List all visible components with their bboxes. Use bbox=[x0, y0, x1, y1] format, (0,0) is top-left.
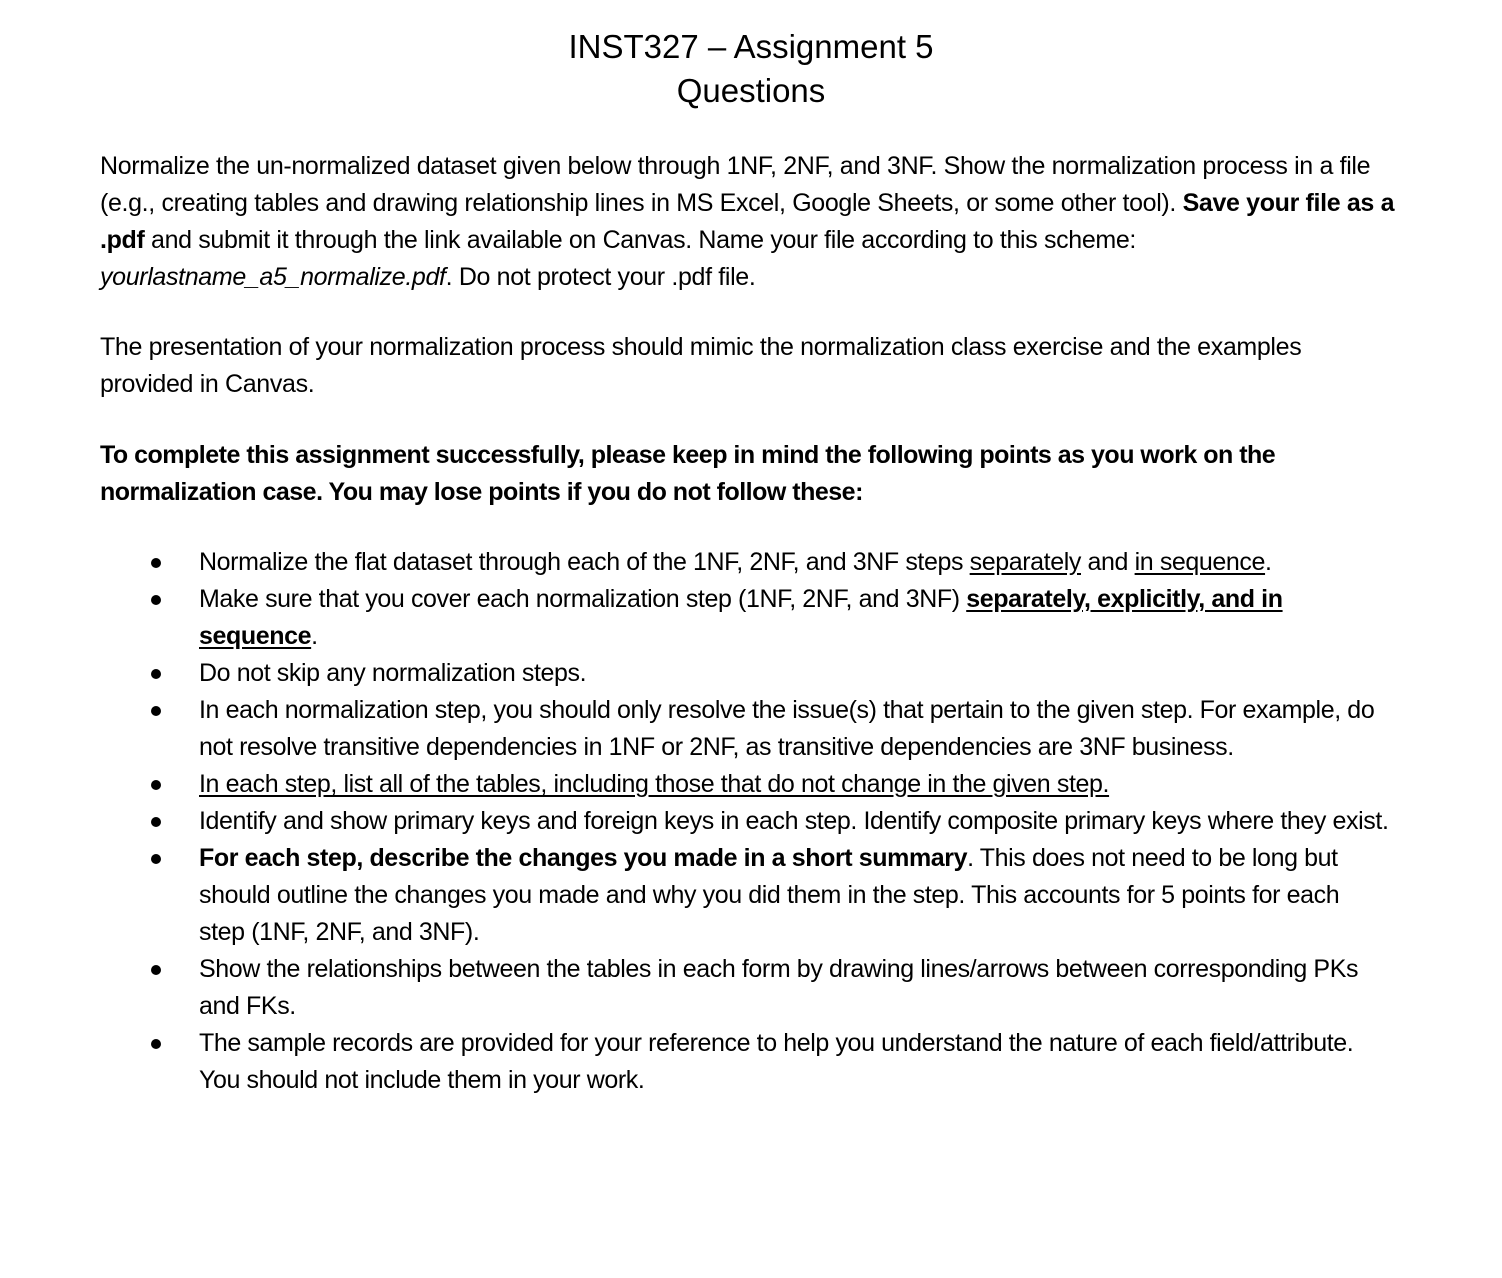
b8-text: Show the relationships between the tables in each form by drawing lines/arrows between corresponding PKs and FKs. bbox=[199, 955, 1359, 1020]
b1-underline-in-sequence: in sequence bbox=[1134, 548, 1266, 576]
p1-text-c: . Do not protect your .pdf file. bbox=[445, 263, 756, 291]
b1-text-b: and bbox=[1081, 548, 1135, 576]
p1-text-a: Normalize the un-normalized dataset given below through 1NF, 2NF, and 3NF. Show the normalization process in a file (e.g., creating tables and drawing relationship lines in MS Excel, Google Sheets, or some other tool). bbox=[100, 152, 1371, 217]
bullet-icon bbox=[151, 965, 161, 975]
p1-text-b: and submit it through the link available on Canvas. Name your file according to this scheme: bbox=[144, 226, 1137, 254]
list-item bbox=[0, 581, 1389, 655]
b7-text: . This does not need to be long but should outline the changes you made and why you did them in the step. This accounts for 5 points for each step (1NF, 2NF, and 3NF). bbox=[199, 844, 1340, 946]
bullet-icon bbox=[151, 817, 161, 827]
p1-filename-scheme: yourlastname_a5_normalize.pdf bbox=[100, 263, 446, 291]
list-item bbox=[0, 766, 1389, 803]
b7-bold-text: For each step, describe the changes you made in a short summary bbox=[199, 844, 968, 872]
presentation-paragraph: The presentation of your normalization process should mimic the normalization class exercise and the examples provided in Canvas. bbox=[100, 333, 1302, 398]
bullet-icon bbox=[151, 1039, 161, 1049]
b1-underline-separately: separately bbox=[969, 548, 1081, 576]
b1-text-a: Normalize the flat dataset through each of the 1NF, 2NF, and 3NF steps bbox=[199, 548, 970, 576]
requirements-list bbox=[0, 544, 1502, 1099]
bullet-icon bbox=[151, 780, 161, 790]
list-item bbox=[0, 692, 1389, 766]
list-item bbox=[0, 803, 1389, 840]
list-item bbox=[0, 840, 1389, 951]
b5-underline-text: In each step, list all of the tables, including those that do not change in the given step. bbox=[199, 770, 1110, 798]
title-line-2: Questions bbox=[676, 72, 826, 109]
b2-text-a: Make sure that you cover each normalization step (1NF, 2NF, and 3NF) bbox=[199, 585, 967, 613]
b2-text-b: . bbox=[311, 622, 318, 650]
b6-text: Identify and show primary keys and foreign keys in each step. Identify composite primary keys where they exist. bbox=[199, 807, 1389, 835]
b1-text-c: . bbox=[1265, 548, 1272, 576]
page-title bbox=[0, 25, 1502, 113]
bullet-icon bbox=[151, 854, 161, 864]
b4-text: In each normalization step, you should only resolve the issue(s) that pertain to the given step. For example, do not resolve transitive dependencies in 1NF or 2NF, as transitive dependencies are 3NF business. bbox=[199, 696, 1375, 761]
p1-bold-save-pdf: Save your file as a .pdf bbox=[100, 189, 1395, 254]
b3-text: Do not skip any normalization steps. bbox=[199, 659, 587, 687]
bullet-icon bbox=[151, 706, 161, 716]
instructions-paragraph bbox=[100, 148, 1400, 296]
title-line-1: INST327 – Assignment 5 bbox=[568, 28, 934, 65]
bullet-icon bbox=[151, 669, 161, 679]
b9-text: The sample records are provided for your reference to help you understand the nature of each field/attribute. You should not include them in your work. bbox=[199, 1029, 1354, 1094]
list-item bbox=[0, 1025, 1389, 1099]
list-item bbox=[0, 544, 1389, 581]
key-points-heading: To complete this assignment successfully, please keep in mind the following points as you work on the normalization case. You may lose points if you do not follow these: bbox=[100, 441, 1276, 506]
b2-bold-underline-emphasis: separately, explicitly, and in sequence bbox=[199, 585, 1283, 650]
list-item bbox=[0, 655, 1389, 692]
bullet-icon bbox=[151, 558, 161, 568]
bullet-icon bbox=[151, 595, 161, 605]
list-item bbox=[0, 951, 1389, 1025]
